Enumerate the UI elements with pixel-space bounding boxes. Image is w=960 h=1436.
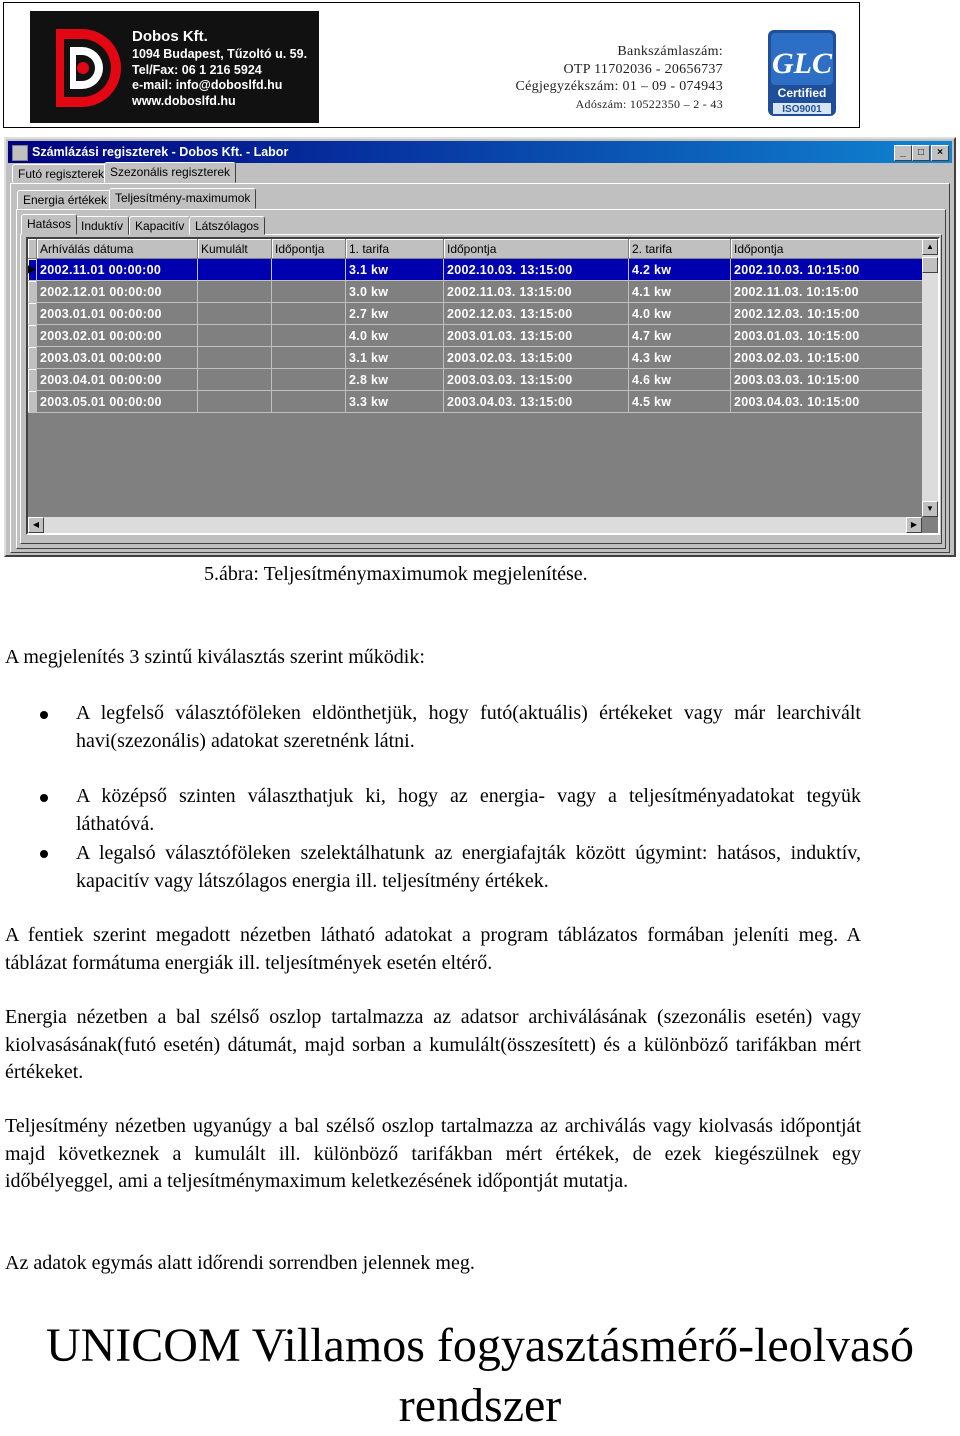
bullet-item: A középső szinten választhatjuk ki, hogy az energia- vagy a teljesítményadatokat tegyük láthatóvá.: [76, 785, 861, 835]
scroll-thumb[interactable]: [922, 257, 938, 273]
table-cell[interactable]: 4.6 kw: [629, 369, 731, 391]
table-cell[interactable]: 3.3 kw: [346, 391, 444, 413]
table-cell[interactable]: [198, 281, 272, 303]
table-cell[interactable]: 2003.01.03. 10:15:00: [731, 325, 927, 347]
bullet-icon: [40, 850, 48, 858]
bullet-icon: [40, 794, 48, 802]
table-cell[interactable]: 3.1 kw: [346, 259, 444, 281]
table-cell[interactable]: [272, 281, 346, 303]
svg-text:GLC: GLC: [772, 47, 832, 80]
table-cell[interactable]: 2002.10.03. 13:15:00: [444, 259, 629, 281]
tab-energia-ertekek[interactable]: Energia értékek: [17, 190, 113, 209]
close-button[interactable]: ×: [931, 145, 949, 161]
scroll-left-icon[interactable]: ◀: [28, 517, 44, 533]
table-cell[interactable]: 2002.11.03. 13:15:00: [444, 281, 629, 303]
scroll-right-icon[interactable]: ▶: [906, 517, 922, 533]
table-cell[interactable]: 2002.12.01 00:00:00: [37, 281, 198, 303]
table-cell[interactable]: 4.2 kw: [629, 259, 731, 281]
table-cell[interactable]: [272, 369, 346, 391]
data-table: [28, 239, 927, 413]
bank-info: [516, 43, 724, 113]
company-logo-icon: [42, 21, 126, 115]
table-cell[interactable]: [272, 347, 346, 369]
tab-teljesitmeny-maximumok[interactable]: Teljesítmény-maximumok: [109, 188, 256, 209]
company-name: Dobos Kft.: [132, 28, 208, 45]
row-indicator[interactable]: [28, 347, 37, 369]
table-cell[interactable]: 2003.04.01 00:00:00: [37, 369, 198, 391]
row-indicator[interactable]: [28, 391, 37, 413]
tax-number: Adószám: 10522350 – 2 - 43: [575, 96, 723, 111]
paragraph: Energia nézetben a bal szélső oszlop tartalmazza az adatsor archiválásának (szezonális esetén) vagy kiolvasásának(futó esetén) dátumát, majd sorban a kumulált(összesített) és a különböző tarifákban mért értékeket.: [5, 1006, 861, 1083]
data-grid[interactable]: [26, 237, 940, 535]
table-cell[interactable]: 2003.04.03. 10:15:00: [731, 391, 927, 413]
bullet-icon: [40, 711, 48, 719]
horizontal-scrollbar[interactable]: [28, 517, 922, 533]
table-cell[interactable]: 2003.02.03. 10:15:00: [731, 347, 927, 369]
paragraph: Teljesítmény nézetben ugyanúgy a bal szélső oszlop tartalmazza az archiválás vagy kiolvasás időpontját majd következnek a kumulált ill. különböző tarifákban mért értékek, de ezek kiegészülnek egy időbélyeggel, ami a teljesítménymaximum keletkezésének időpontját mutatja.: [5, 1115, 861, 1192]
bullet-item: A legfelső választóföleken eldönthetjük, hogy futó(aktuális) értékeket vagy már learchivált havi(szezonális) adatokat szeretnénk látni.: [76, 702, 861, 752]
table-cell[interactable]: 4.7 kw: [629, 325, 731, 347]
column-header[interactable]: Időpontja: [731, 239, 927, 259]
row-indicator[interactable]: [28, 303, 37, 325]
vertical-scrollbar[interactable]: [922, 239, 938, 517]
title-bar: [8, 141, 952, 163]
letterhead: [3, 2, 860, 128]
tab-latszolagos[interactable]: Látszólagos: [189, 216, 265, 235]
maximize-button[interactable]: □: [912, 145, 930, 161]
tab-induktiv[interactable]: Induktív: [75, 216, 129, 235]
company-contact: [132, 27, 307, 109]
table-cell[interactable]: [272, 325, 346, 347]
table-cell[interactable]: 2002.12.03. 13:15:00: [444, 303, 629, 325]
scroll-down-icon[interactable]: ▼: [922, 501, 938, 517]
table-cell[interactable]: 2.7 kw: [346, 303, 444, 325]
registry-number: Cégjegyzékszám: 01 – 09 - 074943: [515, 79, 723, 94]
bank-label: Bankszámlaszám:: [617, 44, 723, 59]
table-cell[interactable]: 4.0 kw: [629, 303, 731, 325]
row-indicator[interactable]: [28, 325, 37, 347]
svg-text:Certified: Certified: [777, 86, 827, 100]
table-cell[interactable]: 2003.01.01 00:00:00: [37, 303, 198, 325]
column-header[interactable]: Kumulált: [198, 239, 272, 259]
table-cell[interactable]: 4.1 kw: [629, 281, 731, 303]
table-row[interactable]: [28, 325, 927, 347]
company-phone: Tel/Fax: 06 1 216 5924: [132, 62, 262, 77]
company-email: e-mail: info@doboslfd.hu: [132, 78, 283, 92]
table-cell[interactable]: 3.0 kw: [346, 281, 444, 303]
intro-paragraph: A megjelenítés 3 szintű kiválasztás szerint működik:: [5, 646, 425, 668]
column-header[interactable]: 1. tarifa: [346, 239, 444, 259]
company-web: www.doboslfd.hu: [132, 93, 236, 108]
row-indicator[interactable]: [28, 369, 37, 391]
table-cell[interactable]: 4.3 kw: [629, 347, 731, 369]
current-row-arrow-icon[interactable]: ▶: [28, 259, 37, 281]
column-header[interactable]: Időpontja: [444, 239, 629, 259]
tab-hatasos[interactable]: Hatásos: [21, 214, 77, 235]
table-cell[interactable]: 2003.03.03. 10:15:00: [731, 369, 927, 391]
table-cell[interactable]: [272, 303, 346, 325]
row-indicator[interactable]: [28, 281, 37, 303]
table-cell[interactable]: 2002.12.03. 10:15:00: [731, 303, 927, 325]
tab-kapacitiv[interactable]: Kapacitív: [129, 216, 190, 235]
bank-account: OTP 11702036 - 20656737: [563, 61, 723, 77]
table-cell[interactable]: [198, 303, 272, 325]
table-cell[interactable]: 4.5 kw: [629, 391, 731, 413]
column-header[interactable]: Arhíválás dátuma: [37, 239, 198, 259]
paragraph: Az adatok egymás alatt időrendi sorrendben jelennek meg.: [5, 1252, 475, 1274]
table-cell[interactable]: [198, 391, 272, 413]
table-cell[interactable]: 2003.02.01 00:00:00: [37, 325, 198, 347]
row-indicator-header: [28, 239, 37, 259]
glc-certified-logo-icon: [767, 29, 837, 117]
table-cell[interactable]: [198, 259, 272, 281]
table-row[interactable]: [28, 391, 927, 413]
bullet-item: A legalsó választóföleken szelektálhatunk az energiafajták között úgymint: hatásos, induktív, kapacitív vagy látszólagos energia ill. teljesítmény értékek.: [76, 842, 861, 892]
table-cell[interactable]: [272, 259, 346, 281]
table-cell[interactable]: 2002.11.03. 10:15:00: [731, 281, 927, 303]
column-header[interactable]: Időpontja: [272, 239, 346, 259]
table-row[interactable]: [28, 259, 927, 281]
scroll-up-icon[interactable]: ▲: [922, 239, 938, 255]
company-address: 1094 Budapest, Tűzoltó u. 59.: [132, 47, 308, 61]
table-cell[interactable]: 2002.10.03. 10:15:00: [731, 259, 927, 281]
table-cell[interactable]: [198, 369, 272, 391]
table-row[interactable]: [28, 369, 927, 391]
table-cell[interactable]: 2003.03.01 00:00:00: [37, 347, 198, 369]
table-row[interactable]: [28, 303, 927, 325]
table-cell[interactable]: [198, 347, 272, 369]
table-cell[interactable]: 2003.03.03. 13:15:00: [444, 369, 629, 391]
window-title: Számlázási regiszterek - Dobos Kft. - Labor: [32, 145, 289, 159]
table-cell[interactable]: 3.1 kw: [346, 347, 444, 369]
paragraph: A fentiek szerint megadott nézetben látható adatokat a program táblázatos formában jeleníti meg. A táblázat formátuma energiák ill. teljesítmények esetén eltérő.: [5, 924, 861, 974]
table-row[interactable]: [28, 281, 927, 303]
figure-caption: 5.ábra: Teljesítménymaximumok megjelenítése.: [204, 563, 588, 585]
table-cell[interactable]: [198, 325, 272, 347]
column-header[interactable]: 2. tarifa: [629, 239, 731, 259]
table-cell[interactable]: 2002.11.01 00:00:00: [37, 259, 198, 281]
tab-futo-regiszterek[interactable]: Futó regiszterek: [12, 164, 110, 183]
app-window: [4, 137, 956, 557]
minimize-button[interactable]: _: [894, 145, 912, 161]
tab-szezonalis-regiszterek[interactable]: Szezonális regiszterek: [104, 162, 236, 183]
table-row[interactable]: [28, 347, 927, 369]
table-cell[interactable]: [272, 391, 346, 413]
table-cell[interactable]: 2003.04.03. 13:15:00: [444, 391, 629, 413]
table-cell[interactable]: 2003.01.03. 13:15:00: [444, 325, 629, 347]
page-footer-title: UNICOM Villamos fogyasztásmérő-leolvasó rendszer: [45, 1319, 915, 1432]
company-banner: [30, 11, 319, 123]
app-icon: [12, 145, 28, 161]
table-cell[interactable]: 2003.05.01 00:00:00: [37, 391, 198, 413]
table-cell[interactable]: 2003.02.03. 13:15:00: [444, 347, 629, 369]
table-cell[interactable]: 4.0 kw: [346, 325, 444, 347]
svg-text:ISO9001: ISO9001: [782, 104, 822, 115]
table-cell[interactable]: 2.8 kw: [346, 369, 444, 391]
